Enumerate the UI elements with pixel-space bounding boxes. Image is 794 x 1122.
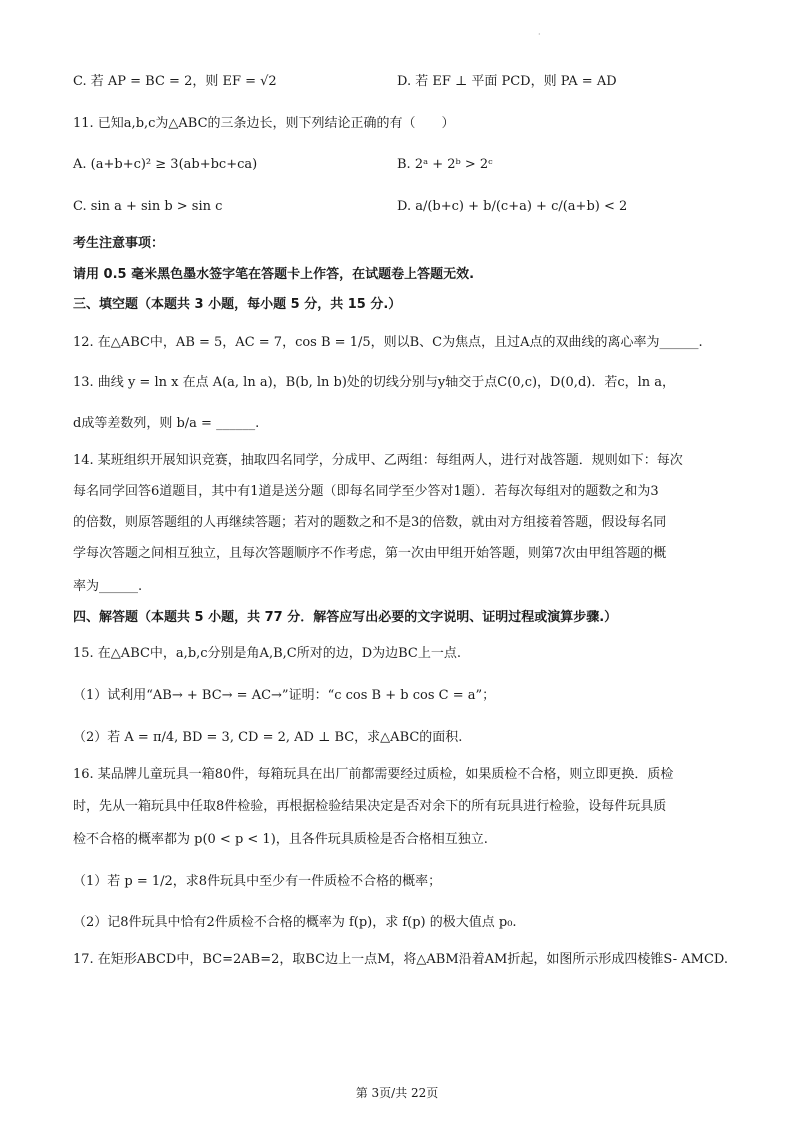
question-16-line-1: 16. 某品牌儿童玩具一箱80件，每箱玩具在出厂前都需要经过质检，如果质检不合格，则立即更换．质检 [73, 767, 674, 782]
question-15-part-2: （2）若 A = π/4, BD = 3, CD = 2, AD ⊥ BC，求△ABC的面积. [73, 730, 463, 745]
question-16-part-1: （1）若 p = 1/2，求8件玩具中至少有一件质检不合格的概率； [73, 874, 442, 889]
question-15-part-1: （1）试利用“AB→ + BC→ = AC→”证明：“c cos B + b cos C = a”； [73, 688, 496, 703]
option-d-11: D. a/(b+c) + b/(c+a) + c/(a+b) < 2 [397, 199, 628, 214]
page-footer: 第 3页/共 22页 [355, 1086, 439, 1100]
question-17: 17. 在矩形ABCD中，BC=2AB=2，取BC边上一点M，将△ABM沿着AM折起，如图所示形成四棱锥S- AMCD. [73, 952, 729, 967]
question-14-line-1: 14. 某班组织开展知识竞赛，抽取四名同学，分成甲、乙两组：每组两人，进行对战答题．规则如下：每次 [73, 453, 683, 468]
option-c-11: C. sin a + sin b > sin c [73, 199, 223, 214]
notice-text: 请用 0.5 毫米黑色墨水签字笔在答题卡上作答，在试题卷上答题无效. [73, 267, 475, 282]
section-3-heading: 三、填空题（本题共 3 小题，每小题 5 分，共 15 分.） [73, 297, 402, 312]
scan-dot: · [538, 30, 541, 39]
question-13-line-1: 13. 曲线 y = ln x 在点 A(a, ln a)，B(b, ln b)处的切线分别与y轴交于点C(0,c)，D(0,d)．若c，ln a， [73, 375, 676, 390]
question-14-line-4: 学每次答题之间相互独立，且每次答题顺序不作考虑，第一次由甲组开始答题，则第7次由甲组答题的概 [73, 546, 667, 561]
option-c-10: C. 若 AP = BC = 2，则 EF = √2 [73, 74, 277, 89]
option-a-11: A. (a+b+c)² ≥ 3(ab+bc+ca) [73, 157, 258, 172]
question-14-line-2: 每名同学回答6道题目，其中有1道是送分题（即每名同学至少答对1题）．若每次每组对的题数之和为3 [73, 484, 659, 499]
question-14-line-5: 率为______. [73, 579, 143, 594]
option-d-10: D. 若 EF ⊥ 平面 PCD，则 PA = AD [397, 74, 617, 89]
question-15: 15. 在△ABC中，a,b,c分别是角A,B,C所对的边，D为边BC上一点. [73, 646, 462, 661]
question-13-line-2: d成等差数列，则 b/a = ______. [73, 416, 260, 431]
question-16-line-3: 检不合格的概率都为 p(0 < p < 1)，且各件玩具质检是否合格相互独立. [73, 832, 488, 847]
question-12: 12. 在△ABC中，AB = 5，AC = 7，cos B = 1/5，则以B、C为焦点，且过A点的双曲线的离心率为______. [73, 335, 703, 350]
option-b-11: B. 2ᵃ + 2ᵇ > 2ᶜ [397, 157, 493, 172]
question-14-line-3: 的倍数，则原答题组的人再继续答题；若对的题数之和不是3的倍数，就由对方组接着答题，假设每名同 [73, 515, 667, 530]
question-16-part-2: （2）记8件玩具中恰有2件质检不合格的概率为 f(p)，求 f(p) 的极大值点 p₀. [73, 915, 517, 930]
section-4-heading: 四、解答题（本题共 5 小题，共 77 分．解答应写出必要的文字说明、证明过程或演算步骤.） [73, 610, 618, 625]
question-11: 11. 已知a,b,c为△ABC的三条边长，则下列结论正确的有（ ） [73, 116, 455, 131]
notice-title: 考生注意事项： [73, 236, 165, 251]
question-16-line-2: 时，先从一箱玩具中任取8件检验，再根据检验结果决定是否对余下的所有玩具进行检验，设每件玩具质 [73, 799, 667, 814]
